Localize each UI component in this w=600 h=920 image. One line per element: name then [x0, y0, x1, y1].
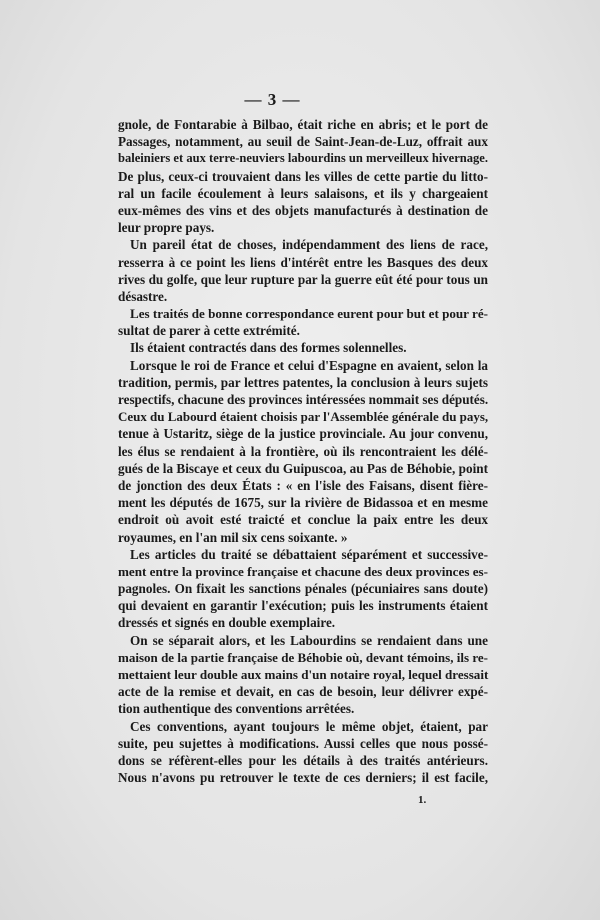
text-line: Un pareil état de choses, indépendamment des liens de race, [130, 237, 488, 253]
text-line: royaumes, en l'an mil six cens soixante. » [118, 529, 348, 545]
text-line: endroit où avoit esté traicté et conclue la paix entre les deux [118, 512, 488, 528]
signature-mark: 1. [418, 794, 427, 806]
text-line: maison de la partie française de Béhobie où, devant témoins, ils re- [118, 649, 488, 665]
text-line: dressés et signés en double exemplaire. [118, 615, 336, 631]
text-line: baleiniers et aux terre-neuviers labourdins un merveilleux hivernage. [118, 151, 488, 166]
body-text [118, 116, 488, 786]
text-line: désastre. [118, 288, 168, 304]
text-line: sultat de parer à cette extrémité. [118, 323, 300, 339]
text-line: leur propre pays. [118, 220, 215, 236]
text-line: On se séparait alors, et les Labourdins se rendaient dans une [130, 632, 488, 648]
text-line: rives du golfe, que leur rupture par la guerre eût été pour tous un [118, 271, 488, 287]
text-line: de jonction des deux États : « en l'isle des Faisans, disent fière- [118, 477, 488, 493]
text-line: respectifs, chacune des provinces intéressées nommait ses députés. [118, 392, 489, 407]
text-line: tion authentique des conventions arrêtées. [118, 701, 355, 717]
text-line: Les articles du traité se débattaient séparément et successive- [130, 546, 488, 562]
text-line: qui devaient en garantir l'exécution; puis les instruments étaient [118, 598, 488, 614]
text-line: eux-mêmes des vins et des objets manufacturés à destination de [118, 202, 488, 218]
text-line: resserra à ce point les liens d'intérêt entre les Basques des deux [118, 254, 488, 270]
text-line: gnole, de Fontarabie à Bilbao, était riche en abris; et le port de [118, 117, 488, 132]
page-number: — 3 — [244, 90, 301, 109]
text-line: gués de la Biscaye et ceux du Guipuscoa, au Pas de Béhobie, point [118, 460, 488, 476]
text-line: tenue à Ustaritz, siège de la justice provinciale. Au jour convenu, [118, 426, 488, 442]
text-line: les élus se rendaient à la frontière, où ils rencontraient les délé- [118, 443, 488, 459]
text-line: ment les députés de 1675, sur la rivière de Bidassoa et en mesme [118, 495, 488, 511]
text-line: tradition, permis, par lettres patentes, la conclusion à leurs sujets [118, 374, 488, 390]
text-line: Ces conventions, ayant toujours le même objet, étaient, par [130, 718, 488, 734]
text-line: Ils étaient contractés dans des formes solennelles. [130, 340, 407, 356]
text-line: mettaient leur double aux mains d'un notaire royal, lequel dressait [118, 667, 489, 682]
text-line: pagnoles. On fixait les sanctions pénales (pécuniaires sans doute) [118, 581, 488, 597]
text-line: Passages, notamment, au seuil de Saint-Jean-de-Luz, offrait aux [118, 134, 488, 150]
text-line: De plus, ceux-ci trouvaient dans les villes de cette partie du litto- [118, 168, 488, 184]
text-line: ment entre la province française et chacune des deux provinces es- [118, 563, 488, 579]
text-line: ral un facile écoulement à leurs salaisons, et ils y chargeaient [118, 185, 488, 201]
text-line: dons se réfèrent-elles pour les détails à des traités antérieurs. [118, 752, 488, 768]
text-line: Nous n'avons pu retrouver le texte de ces derniers; il est facile, [118, 770, 488, 786]
text-line: Ceux du Labourd étaient choisis par l'Assemblée générale du pays, [118, 409, 489, 425]
text-line: suite, peu sujettes à modifications. Aussi celles que nous possé- [118, 735, 488, 751]
text-line: acte de la remise et devait, en cas de besoin, leur délivrer expé- [118, 684, 488, 700]
text-line: Les traités de bonne correspondance eurent pour but et pour ré- [130, 306, 488, 322]
text-line: Lorsque le roi de France et celui d'Espagne en avaient, selon la [130, 357, 488, 373]
